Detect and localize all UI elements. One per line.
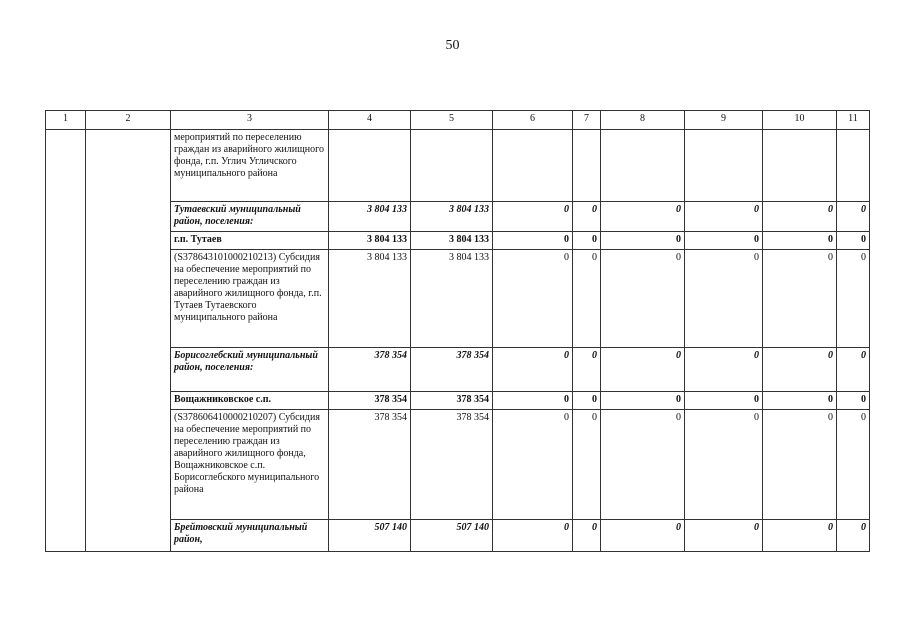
value-cell: 0 xyxy=(763,392,837,410)
budget-table xyxy=(45,110,870,552)
value-cell: 0 xyxy=(573,202,601,232)
value-cell xyxy=(329,130,411,202)
value-cell: 0 xyxy=(685,232,763,250)
value-cell: 0 xyxy=(601,250,685,348)
value-cell: 0 xyxy=(573,392,601,410)
value-cell: 0 xyxy=(763,348,837,392)
value-cell: 0 xyxy=(493,202,573,232)
value-cell: 0 xyxy=(837,520,870,552)
value-cell: 0 xyxy=(493,392,573,410)
value-cell: 0 xyxy=(601,202,685,232)
value-cell: 0 xyxy=(763,250,837,348)
value-cell: 0 xyxy=(601,232,685,250)
value-cell: 0 xyxy=(763,520,837,552)
value-cell: 3 804 133 xyxy=(411,250,493,348)
value-cell: 0 xyxy=(685,520,763,552)
row-description: Брейтовский муниципальный район, xyxy=(171,520,329,552)
row-description: (S378643101000210213) Субсидия на обеспечение мероприятий по переселению граждан из аварийного жилищного фонда, г.п. Тутаев Тутаевского муниципального района xyxy=(171,250,329,348)
value-cell: 3 804 133 xyxy=(329,202,411,232)
value-cell: 0 xyxy=(573,410,601,520)
column-header: 3 xyxy=(171,111,329,130)
value-cell: 0 xyxy=(573,520,601,552)
value-cell: 507 140 xyxy=(329,520,411,552)
value-cell xyxy=(573,130,601,202)
value-cell: 0 xyxy=(493,232,573,250)
value-cell: 0 xyxy=(837,410,870,520)
value-cell xyxy=(493,130,573,202)
value-cell: 0 xyxy=(493,410,573,520)
column-header: 1 xyxy=(46,111,86,130)
value-cell: 378 354 xyxy=(411,392,493,410)
value-cell: 0 xyxy=(837,348,870,392)
value-cell: 0 xyxy=(685,348,763,392)
value-cell: 0 xyxy=(763,202,837,232)
value-cell: 0 xyxy=(573,232,601,250)
value-cell: 0 xyxy=(837,392,870,410)
value-cell: 378 354 xyxy=(329,348,411,392)
table-row xyxy=(46,130,870,202)
value-cell: 3 804 133 xyxy=(329,250,411,348)
column-header: 10 xyxy=(763,111,837,130)
row-description: мероприятий по переселению граждан из аварийного жилищного фонда, г.п. Углич Угличского муниципального района xyxy=(171,130,329,202)
value-cell: 0 xyxy=(763,410,837,520)
column-header: 4 xyxy=(329,111,411,130)
value-cell: 0 xyxy=(763,232,837,250)
value-cell: 0 xyxy=(601,410,685,520)
value-cell xyxy=(763,130,837,202)
table-header-row xyxy=(46,111,870,130)
column-header: 9 xyxy=(685,111,763,130)
value-cell xyxy=(411,130,493,202)
row-description: Тутаевский муниципальный район, поселения: xyxy=(171,202,329,232)
value-cell: 0 xyxy=(685,410,763,520)
value-cell: 3 804 133 xyxy=(411,232,493,250)
value-cell xyxy=(601,130,685,202)
value-cell: 378 354 xyxy=(411,410,493,520)
value-cell: 3 804 133 xyxy=(329,232,411,250)
value-cell: 0 xyxy=(685,202,763,232)
value-cell: 378 354 xyxy=(411,348,493,392)
value-cell: 0 xyxy=(601,520,685,552)
value-cell: 0 xyxy=(685,250,763,348)
value-cell: 0 xyxy=(573,348,601,392)
column-header: 8 xyxy=(601,111,685,130)
column-header: 7 xyxy=(573,111,601,130)
page-number: 50 xyxy=(445,38,460,53)
column-header: 5 xyxy=(411,111,493,130)
value-cell: 0 xyxy=(837,250,870,348)
value-cell: 0 xyxy=(493,250,573,348)
value-cell: 507 140 xyxy=(411,520,493,552)
column-header: 6 xyxy=(493,111,573,130)
value-cell: 0 xyxy=(493,348,573,392)
row-description: г.п. Тутаев xyxy=(171,232,329,250)
row-description: Вощажниковское с.п. xyxy=(171,392,329,410)
value-cell: 0 xyxy=(601,392,685,410)
value-cell: 0 xyxy=(601,348,685,392)
value-cell xyxy=(837,130,870,202)
value-cell: 0 xyxy=(837,202,870,232)
row-description: (S378606410000210207) Субсидия на обеспечение мероприятий по переселению граждан из аварийного жилищного фонда, Вощажниковское с.п. Борисоглебского муниципального района xyxy=(171,410,329,520)
value-cell: 378 354 xyxy=(329,392,411,410)
value-cell xyxy=(685,130,763,202)
value-cell: 0 xyxy=(573,250,601,348)
value-cell: 378 354 xyxy=(329,410,411,520)
value-cell: 0 xyxy=(685,392,763,410)
col-2-cell xyxy=(86,130,171,552)
value-cell: 0 xyxy=(837,232,870,250)
value-cell: 0 xyxy=(493,520,573,552)
column-header: 11 xyxy=(837,111,870,130)
value-cell: 3 804 133 xyxy=(411,202,493,232)
col-1-cell xyxy=(46,130,86,552)
column-header: 2 xyxy=(86,111,171,130)
row-description: Борисоглебский муниципальный район, поселения: xyxy=(171,348,329,392)
